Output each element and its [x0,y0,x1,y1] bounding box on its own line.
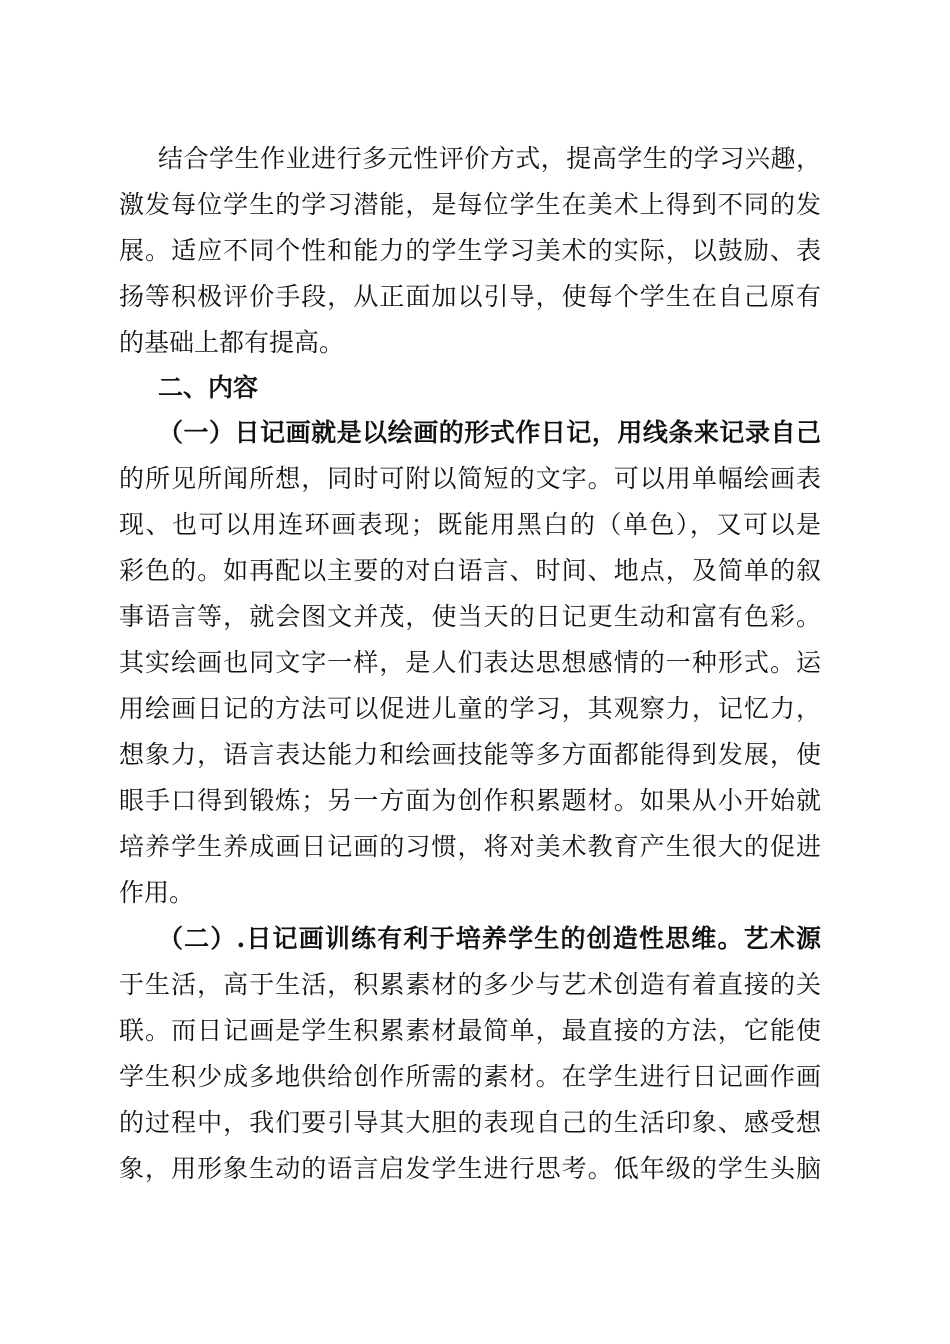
para1-line-3: 现、也可以用连环画表现；既能用黑白的（单色），又可以是 [119,510,821,539]
para2-line-3: 联。而日记画是学生积累素材最简单，最直接的方法，它能使 [119,1016,821,1045]
para2-line-2: 于生活，高于生活，积累素材的多少与艺术创造有着直接的关 [119,970,821,999]
section-heading: 二、内容 [158,373,259,402]
intro-line-4: 扬等积极评价手段，从正面加以引导，使每个学生在自己原有 [119,282,821,311]
para1-line-1: （一）日记画就是以绘画的形式作日记，用线条来记录自己 [158,418,821,447]
para2-line-1: （二）.日记画训练有利于培养学生的创造性思维。艺术源 [158,924,821,953]
intro-line-3: 展。适应不同个性和能力的学生学习美术的实际，以鼓励、表 [119,236,821,265]
intro-line-1: 结合学生作业进行多元性评价方式，提高学生的学习兴趣， [158,144,821,173]
para2-line-4: 学生积少成多地供给创作所需的素材。在学生进行日记画作画 [119,1062,821,1091]
para2-line-5: 的过程中，我们要引导其大胆的表现自己的生活印象、感受想 [119,1108,821,1137]
para1-line-10: 培养学生养成画日记画的习惯，将对美术教育产生很大的促进 [119,832,821,861]
para1-line-4: 彩色的。如再配以主要的对白语言、时间、地点，及简单的叙 [119,556,821,585]
para2-line-6: 象，用形象生动的语言启发学生进行思考。低年级的学生头脑 [119,1154,821,1183]
intro-line-2: 激发每位学生的学习潜能，是每位学生在美术上得到不同的发 [119,190,821,219]
para1-line-6: 其实绘画也同文字一样，是人们表达思想感情的一种形式。运 [119,648,821,677]
para1-line-7: 用绘画日记的方法可以促进儿童的学习，其观察力，记忆力， [119,694,821,723]
para1-line-9: 眼手口得到锻炼；另一方面为创作积累题材。如果从小开始就 [119,786,821,815]
para1-line-5: 事语言等，就会图文并茂，使当天的日记更生动和富有色彩。 [119,602,821,631]
intro-line-5: 的基础上都有提高。 [119,328,345,357]
para1-line-8: 想象力，语言表达能力和绘画技能等多方面都能得到发展，使 [119,740,821,769]
para1-line-2: 的所见所闻所想，同时可附以简短的文字。可以用单幅绘画表 [119,464,821,493]
para1-line-11: 作用。 [119,878,195,907]
